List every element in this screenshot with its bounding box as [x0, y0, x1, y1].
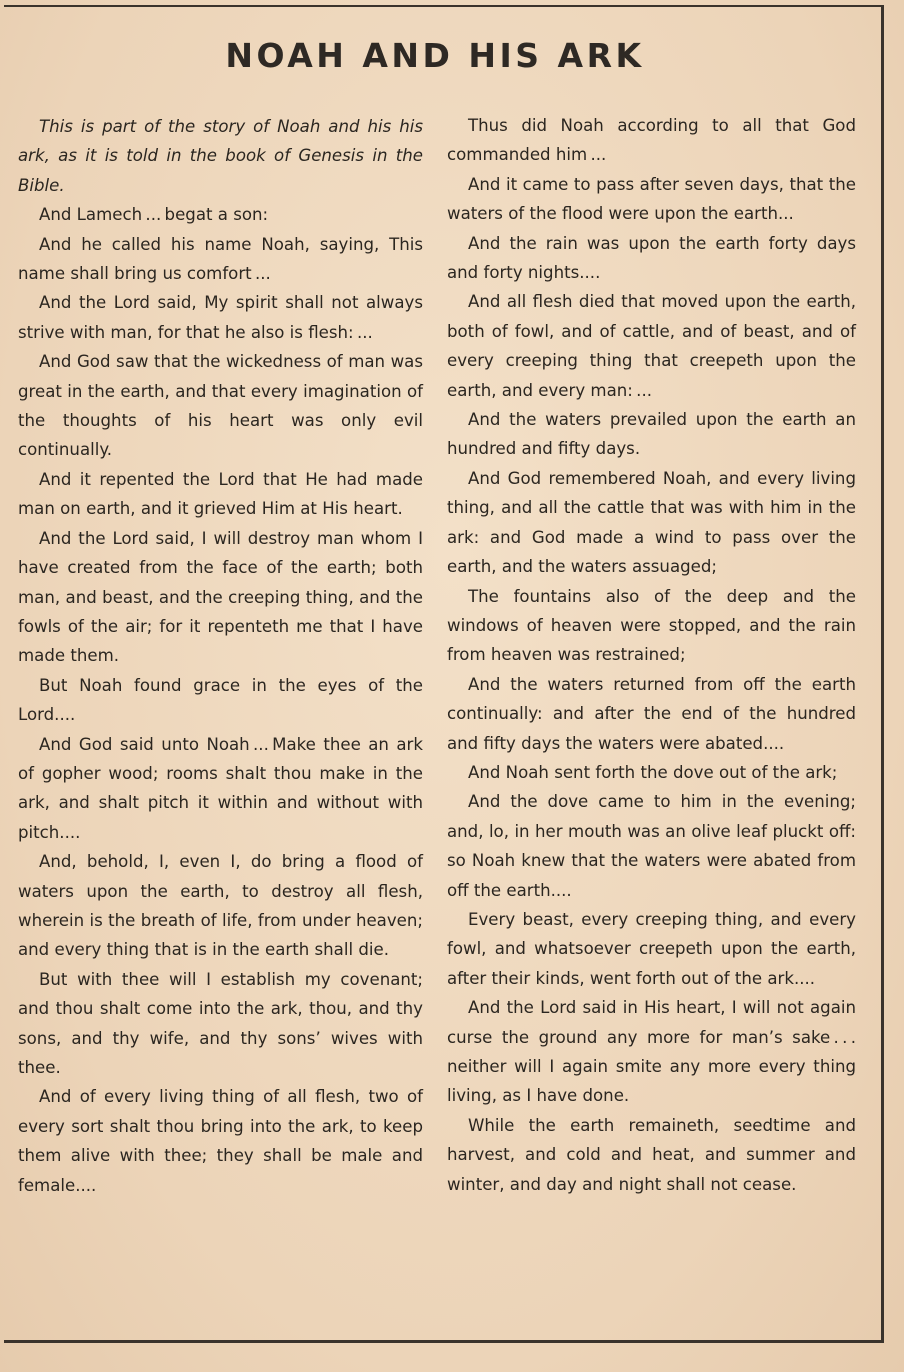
- paragraph: And the waters returned from off the earth continually: and after the end of the hundred and fifty days the waters were abated....: [447, 674, 856, 753]
- paragraph: And the rain was upon the earth forty days and forty nights....: [447, 233, 856, 283]
- paragraph: And all flesh died that moved upon the earth, both of fowl, and of cattle, and of beast, and of every creeping thing that creepeth upon the earth, and every man: ...: [447, 292, 856, 400]
- intro-paragraph: This is part of the story of Noah and his his ark, as it is told in the book of Genesis in the Bible.: [18, 117, 423, 195]
- left-column: [18, 112, 423, 1200]
- paragraph: While the earth remaineth, seedtime and harvest, and cold and heat, and summer and winter, and day and night shall not cease.: [447, 1115, 856, 1194]
- paragraph: And the Lord said in His heart, I will not again curse the ground any more for man’s sake . . . neither will I again smite any more every thing living, as I have done.: [447, 998, 856, 1106]
- paragraph: The fountains also of the deep and the windows of heaven were stopped, and the rain from heaven was restrained;: [447, 586, 856, 665]
- paragraph: And Noah sent forth the dove out of the ark;: [468, 762, 838, 782]
- paragraph: And the dove came to him in the evening; and, lo, in her mouth was an olive leaf pluckt off: so Noah knew that the waters were abated from off the earth....: [447, 792, 856, 900]
- paragraph: And God saw that the wickedness of man was great in the earth, and that every imagination of the thoughts of his heart was only evil continually.: [18, 352, 423, 460]
- paragraph: And it came to pass after seven days, that the waters of the flood were upon the earth...: [447, 174, 856, 224]
- paragraph: And the waters prevailed upon the earth an hundred and fifty days.: [447, 410, 856, 459]
- paragraph: And God remembered Noah, and every living thing, and all the cattle that was with him in the ark: and God made a wind to pass over the earth, and the waters assuaged;: [447, 468, 856, 577]
- paragraph: And it repented the Lord that He had made man on earth, and it grieved Him at His heart.: [18, 469, 423, 519]
- paragraph: Every beast, every creeping thing, and every fowl, and whatsoever creepeth upon the earth, after their kinds, went forth out of the ark....: [447, 909, 856, 988]
- paragraph: And he called his name Noah, saying, This name shall bring us comfort ...: [18, 234, 423, 284]
- paragraph: And Lamech ... begat a son:: [39, 205, 269, 225]
- page-title: NOAH AND HIS ARK: [225, 36, 645, 75]
- paragraph: And God said unto Noah ... Make thee an ark of gopher wood; rooms shalt thou make in the ark, and shalt pitch it within and without with pitch....: [18, 734, 423, 842]
- paragraph: Thus did Noah according to all that God commanded him ...: [447, 116, 856, 165]
- right-column: [447, 111, 856, 1199]
- paragraph: But Noah found grace in the eyes of the Lord....: [18, 675, 423, 725]
- paragraph: And the Lord said, I will destroy man whom I have created from the face of the earth; both man, and beast, and the creeping thing, and the fowls of the air; for it repenteth me that I have made them.: [18, 528, 423, 666]
- paragraph: And of every living thing of all flesh, two of every sort shalt thou bring into the ark, to keep them alive with thee; they shall be male and female....: [18, 1087, 423, 1195]
- paragraph: But with thee will I establish my covenant; and thou shalt come into the ark, thou, and thy sons, and thy wife, and thy sons’ wives with thee.: [18, 969, 423, 1077]
- paragraph: And the Lord said, My spirit shall not always strive with man, for that he also is flesh: ...: [18, 293, 423, 342]
- paragraph: And, behold, I, even I, do bring a flood of waters upon the earth, to destroy all flesh, wherein is the breath of life, from under heaven; and every thing that is in the earth shall die.: [18, 852, 423, 960]
